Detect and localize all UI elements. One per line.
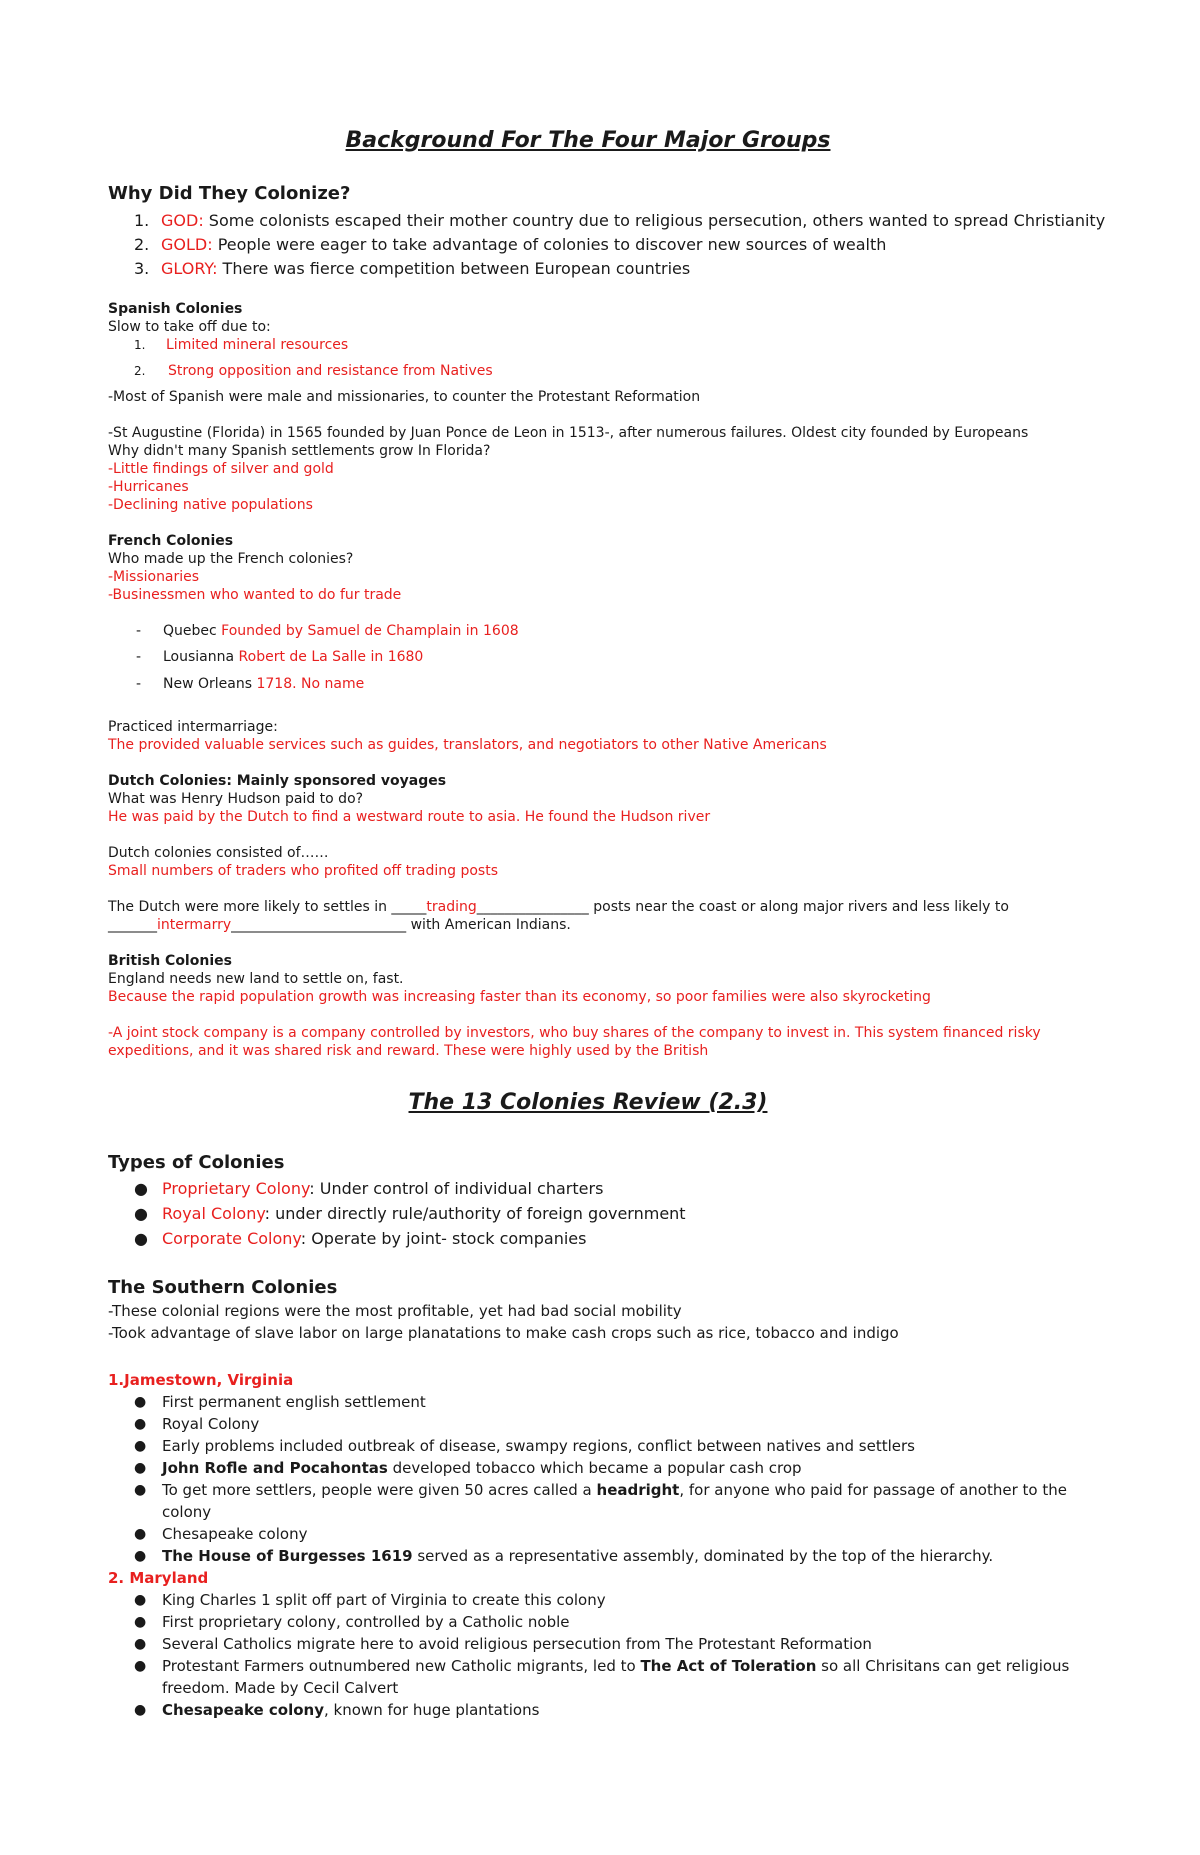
- spanish-slow: Slow to take off due to:: [108, 319, 271, 335]
- british-heading: British Colonies: [108, 953, 232, 969]
- british-p2: Because the rapid population growth was increasing faster than its economy, so poor families were also skyrocketing: [108, 989, 931, 1005]
- dutch-a2: Small numbers of traders who profited off trading posts: [108, 863, 498, 879]
- dutch-heading: Dutch Colonies: Mainly sponsored voyages: [108, 773, 447, 789]
- dutch-q1: What was Henry Hudson paid to do?: [108, 791, 364, 807]
- spanish-question: Why didn't many Spanish settlements grow In Florida?: [108, 443, 491, 459]
- british-p3: -A joint stock company is a company controlled by investors, who buy shares of the company to invest in. This system financed risky expeditions, and it was shared risk and reward. These were highly used by the British: [108, 1025, 1041, 1059]
- dutch-q2: Dutch colonies consisted of……: [108, 845, 329, 861]
- dutch-fill-line2: _______intermarry_________________________ with American Indians.: [108, 917, 571, 933]
- dutch-fill-line1: The Dutch were more likely to settles in _____trading________________ posts near the coast or along major rivers and less likely to: [108, 899, 1009, 915]
- south-p1: -These colonial regions were the most profitable, yet had bad social mobility: [108, 1302, 682, 1320]
- maryland-heading: 2. Maryland: [108, 1569, 209, 1587]
- french-answer: -Missionaries: [108, 569, 200, 585]
- french-inter-q: Practiced intermarriage:: [108, 719, 278, 735]
- spanish-answer: -Little findings of silver and gold: [108, 461, 334, 477]
- spanish-answer: -Declining native populations: [108, 497, 313, 513]
- dutch-a1: He was paid by the Dutch to find a westward route to asia. He found the Hudson river: [108, 809, 711, 825]
- spanish-answer: -Hurricanes: [108, 479, 189, 495]
- south-heading: The Southern Colonies: [108, 1277, 338, 1298]
- south-p2: -Took advantage of slave labor on large planatations to make cash crops such as rice, tobacco and indigo: [108, 1324, 899, 1342]
- french-inter-a: The provided valuable services such as guides, translators, and negotiators to other Native Americans: [108, 737, 827, 753]
- french-question: Who made up the French colonies?: [108, 551, 354, 567]
- french-heading: French Colonies: [108, 533, 234, 549]
- french-answer: -Businessmen who wanted to do fur trade: [108, 587, 402, 603]
- spanish-p1: -Most of Spanish were male and missionaries, to counter the Protestant Reformation: [108, 389, 701, 405]
- types-heading: Types of Colonies: [108, 1152, 285, 1173]
- jamestown-heading: 1.Jamestown, Virginia: [108, 1371, 294, 1389]
- spanish-heading: Spanish Colonies: [108, 301, 243, 317]
- page-title: Background For The Four Major Groups: [345, 128, 831, 153]
- british-p1: England needs new land to settle on, fast.: [108, 971, 404, 987]
- why-heading: Why Did They Colonize?: [108, 183, 351, 204]
- section-title: The 13 Colonies Review (2.3): [408, 1090, 768, 1115]
- spanish-p2: -St Augustine (Florida) in 1565 founded by Juan Ponce de Leon in 1513-, after numerous failures. Oldest city founded by Europeans: [108, 425, 1029, 441]
